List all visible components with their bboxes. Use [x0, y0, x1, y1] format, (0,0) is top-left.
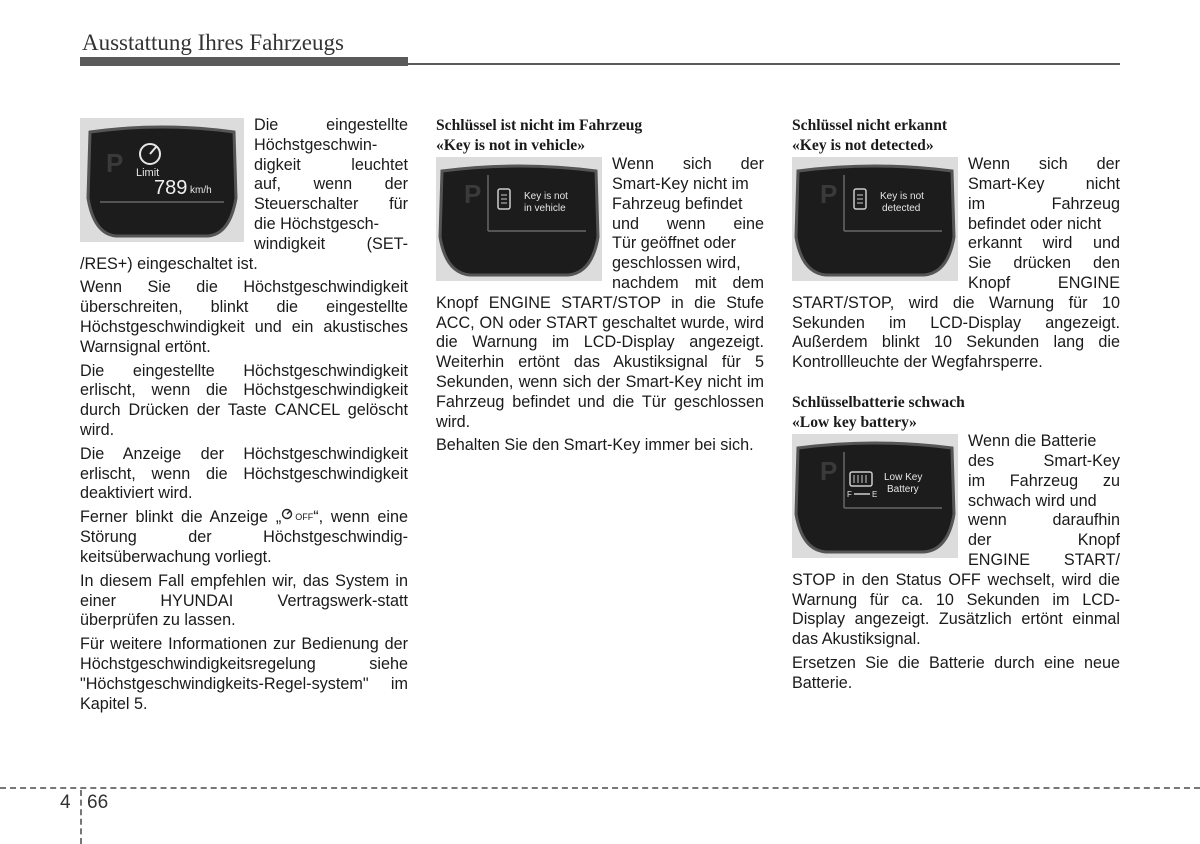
intro-line: Höchstgeschwin- [254, 135, 378, 154]
wrap-line: wenn daraufhin [968, 511, 1120, 530]
wrap-line: Knopf ENGINE [968, 273, 1120, 292]
paragraph-tail: START/STOP, wird die Warnung für 10 Sekunden im LCD-Display angezeigt. Außerdem blinkt 10 Sekunden lang die Kontrollleuchte der Wegfahrsperre. [792, 293, 1120, 372]
display-text-line: detected [882, 203, 921, 215]
wrap-line: geschlossen wird, [612, 254, 741, 273]
paragraph-tail: Knopf ENGINE START/STOP in die Stufe ACC, ON oder START geschaltet wurde, wird die Warnung im LCD-Display angezeigt. Weiterhin ertönt das Akustiksignal für 5 Sekunden, wenn sich der Smart-Key nicht im Fahrzeug befindet und die Tür geschlossen wird. [436, 293, 764, 431]
column-1 [80, 116, 408, 718]
speed-value: 789 [154, 177, 188, 199]
paragraph: Für weitere Informationen zur Bedienung der Höchstgeschwindigkeitsregelung siehe "Höchstgeschwindigkeits-Regel-system" im Kapitel 5. [80, 635, 408, 713]
display-text-line: Low Key [884, 472, 923, 484]
column-2 [436, 116, 764, 460]
gauge-full-label: F [847, 490, 852, 500]
section-heading-en: «Key is not in vehicle» [436, 136, 586, 154]
wrap-line: Smart-Key nicht [968, 174, 1120, 193]
display-text-line: in vehicle [524, 203, 566, 215]
paragraph: Die Anzeige der Höchstgeschwindigkeit erlischt, wenn die Höchstgeschwindigkeit deaktiviert wird. [80, 444, 408, 503]
wrap-line: Sie drücken den [968, 254, 1120, 273]
header-rule-thin [408, 63, 1120, 65]
wrap-line: im Fahrzeug zu [968, 471, 1120, 490]
speed-limit-display-image: P Limit 789 km/h [80, 118, 244, 242]
column-3 [792, 116, 1120, 698]
paragraph-tail: STOP in den Status OFF wechselt, wird die Warnung für ca. 10 Sekunden im LCD-Display angezeigt. Zusätzlich ertönt einmal das Akustiksignal. [792, 570, 1120, 649]
paragraph: Wenn Sie die Höchstgeschwindigkeit überschreiten, blinkt die eingestellte Höchstgeschwindigkeit und ein akustisches Warnsignal ertönt. [80, 278, 408, 356]
wrap-line: der Knopf [968, 531, 1120, 550]
paragraph: Ersetzen Sie die Batterie durch eine neue Batterie. [792, 653, 1120, 692]
wrap-line: Wenn die Batterie [968, 432, 1097, 451]
intro-line: Die eingestellte [254, 116, 408, 134]
chapter-number: 4 [60, 792, 71, 813]
wrap-line: Fahrzeug befindet [612, 194, 743, 213]
display-text-line: Key is not [524, 191, 568, 203]
intro-line: digkeit leuchtet [254, 155, 408, 174]
wrap-line: des Smart-Key [968, 451, 1120, 470]
page-header-title: Ausstattung Ihres Fahrzeugs [82, 30, 344, 55]
footer-rule [0, 787, 1200, 789]
paragraph: Behalten Sie den Smart-Key immer bei sich. [436, 436, 754, 455]
display-text-line: Battery [887, 484, 919, 496]
wrap-line: ENGINE START/ [968, 550, 1120, 569]
page-number: 66 [87, 792, 109, 813]
intro-line: die Höchstgesch- [254, 214, 380, 233]
section-heading-en: «Low key battery» [792, 413, 917, 431]
section-heading: Schlüsselbatterie schwach [792, 393, 965, 411]
display-text-line: Key is not [880, 191, 924, 203]
wrap-line: nachdem mit dem [612, 273, 764, 292]
wrap-line: im Fahrzeug [968, 194, 1120, 213]
intro-tail: /RES+) eingeschaltet ist. [80, 254, 258, 273]
wrap-line: und wenn eine [612, 214, 764, 233]
section-heading: Schlüssel ist nicht im Fahrzeug [436, 117, 643, 134]
footer-divider [80, 790, 82, 844]
wrap-line: Tür geöffnet oder [612, 234, 736, 253]
paragraph-with-icon: Ferner blinkt die Anzeige „ OFF“, wenn eine Störung der Höchstgeschwindig-keitsüberwachung vorliegt. [80, 508, 409, 566]
paragraph: In diesem Fall empfehlen wir, das System in einer HYUNDAI Vertragswerk-statt überprüfen zu lassen. [80, 571, 408, 630]
intro-line: windigkeit (SET- [254, 234, 408, 253]
speed-unit: km/h [190, 185, 212, 196]
wrap-line: erkannt wird und [968, 234, 1120, 253]
low-key-battery-display-image: P F E Low Key Battery [792, 434, 958, 558]
key-not-in-vehicle-display-image: P Key is not in vehicle [436, 157, 602, 281]
wrap-line: Wenn sich der [612, 155, 764, 174]
wrap-line: Smart-Key nicht im [612, 174, 749, 193]
paragraph: Die eingestellte Höchstgeschwindigkeit erlischt, wenn die Höchstgeschwindigkeit durch Drücken der Taste CANCEL gelöscht wird. [80, 361, 408, 439]
wrap-line: Wenn sich der [968, 155, 1120, 174]
intro-line: Steuerschalter für [254, 195, 408, 214]
wrap-line: befindet oder nicht [968, 214, 1102, 233]
section-heading: Schlüssel nicht erkannt [792, 117, 948, 134]
header-rule-dark [80, 57, 408, 66]
gauge-empty-label: E [872, 490, 878, 500]
intro-line: auf, wenn der [254, 175, 408, 194]
section-heading-en: «Key is not detected» [792, 136, 934, 154]
key-not-detected-display-image: P Key is not detected [792, 157, 958, 281]
wrap-line: schwach wird und [968, 491, 1097, 510]
limit-label: Limit [136, 167, 160, 179]
speed-limit-off-icon: OFF [281, 508, 313, 528]
